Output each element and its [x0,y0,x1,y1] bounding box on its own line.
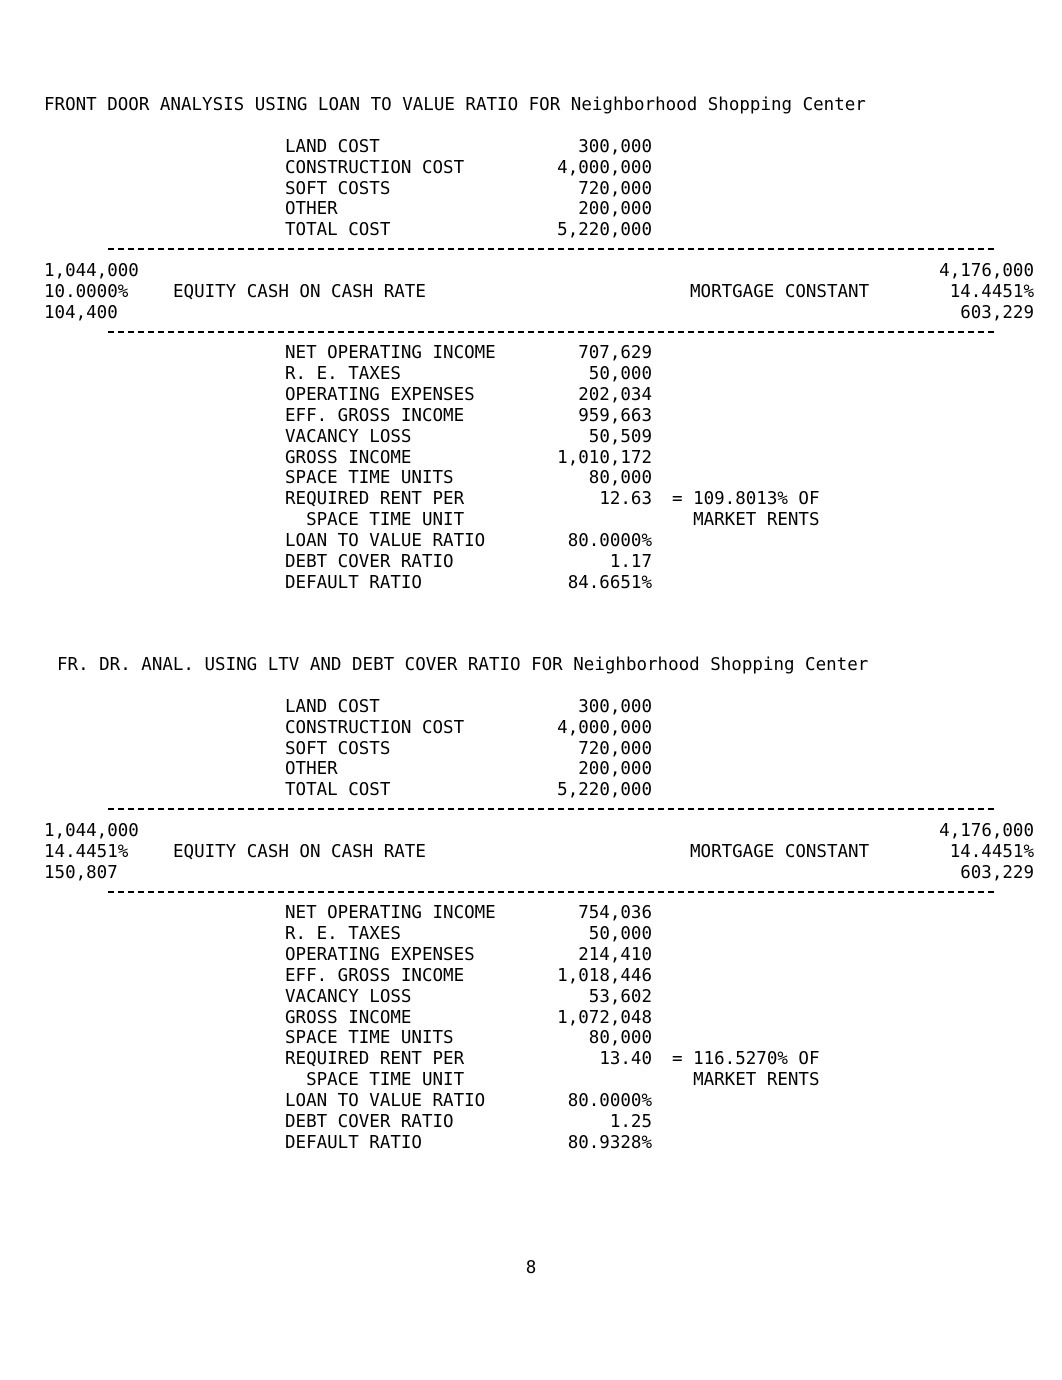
income-label: SPACE TIME UNITS [285,1028,454,1048]
income-label: SPACE TIME UNITS [285,468,454,488]
income-value: 50,000 [588,364,652,384]
income-label: OPERATING EXPENSES [285,945,475,965]
income-label: R. E. TAXES [285,924,401,944]
equity-rate: 10.0000% [44,282,129,302]
debt-service: 603,229 [960,863,1034,883]
cost-label: SOFT COSTS [285,179,391,199]
income-value: 50,000 [588,924,652,944]
income-value: 1,018,446 [557,966,652,986]
cost-value: 720,000 [578,739,652,759]
income-value: 84.6651% [567,573,652,593]
cost-label: OTHER [285,199,338,219]
debt-service: 603,229 [960,303,1034,323]
dashed-divider [108,248,994,250]
market-rent-note: = 116.5270% OF [672,1049,820,1069]
income-label: NET OPERATING INCOME [285,903,496,923]
income-label: DEFAULT RATIO [285,1133,422,1153]
income-value: 1,072,048 [557,1008,652,1028]
income-label: NET OPERATING INCOME [285,343,496,363]
income-label: LOAN TO VALUE RATIO [285,1091,486,1111]
mortgage-constant: 14.4451% [949,282,1034,302]
income-value: 80.0000% [567,531,652,551]
mortgage-constant: 14.4451% [949,842,1034,862]
mortgage-constant-label: MORTGAGE CONSTANT [690,842,870,862]
equity-amount: 1,044,000 [44,821,139,841]
income-value: 53,602 [588,987,652,1007]
cost-value: 300,000 [578,697,652,717]
mortgage-constant-label: MORTGAGE CONSTANT [690,282,870,302]
income-label: SPACE TIME UNIT [285,1070,465,1090]
cost-label: OTHER [285,759,338,779]
cost-value: 200,000 [578,759,652,779]
section-title: FRONT DOOR ANALYSIS USING LOAN TO VALUE RATIO FOR Neighborhood Shopping Center [44,95,866,115]
income-value: 80,000 [588,468,652,488]
income-label: EFF. GROSS INCOME [285,406,465,426]
income-value: 1.25 [609,1112,652,1132]
equity-amount: 1,044,000 [44,261,139,281]
equity-rate-label: EQUITY CASH ON CASH RATE [173,842,426,862]
cost-value: 200,000 [578,199,652,219]
income-value: 13.40 [599,1049,652,1069]
income-value: 80.0000% [567,1091,652,1111]
income-label: SPACE TIME UNIT [285,510,465,530]
market-rent-note: MARKET RENTS [672,510,820,530]
income-value: 50,509 [588,427,652,447]
income-label: REQUIRED RENT PER [285,1049,465,1069]
cost-value: 4,000,000 [557,158,652,178]
cost-label: CONSTRUCTION COST [285,158,465,178]
income-label: R. E. TAXES [285,364,401,384]
income-label: DEBT COVER RATIO [285,552,454,572]
dashed-divider [108,891,994,893]
cost-value: 300,000 [578,137,652,157]
dashed-divider [108,808,994,810]
cost-label: TOTAL COST [285,220,391,240]
income-value: 707,629 [578,343,652,363]
income-label: VACANCY LOSS [285,987,412,1007]
cost-label: TOTAL COST [285,780,391,800]
loan-amount: 4,176,000 [939,261,1034,281]
income-label: LOAN TO VALUE RATIO [285,531,486,551]
equity-cash: 104,400 [44,303,118,323]
cost-label: CONSTRUCTION COST [285,718,465,738]
dashed-divider [108,331,994,333]
market-rent-note: = 109.8013% OF [672,489,820,509]
section-title: FR. DR. ANAL. USING LTV AND DEBT COVER RATIO FOR Neighborhood Shopping Center [57,655,869,675]
income-label: GROSS INCOME [285,448,412,468]
income-label: OPERATING EXPENSES [285,385,475,405]
income-value: 214,410 [578,945,652,965]
cost-value: 5,220,000 [557,780,652,800]
equity-rate-label: EQUITY CASH ON CASH RATE [173,282,426,302]
market-rent-note: MARKET RENTS [672,1070,820,1090]
cost-label: LAND COST [285,137,380,157]
income-value: 12.63 [599,489,652,509]
income-value: 80,000 [588,1028,652,1048]
income-label: GROSS INCOME [285,1008,412,1028]
equity-rate: 14.4451% [44,842,129,862]
income-value: 959,663 [578,406,652,426]
income-value: 1.17 [609,552,652,572]
income-value: 754,036 [578,903,652,923]
income-label: REQUIRED RENT PER [285,489,465,509]
cost-label: LAND COST [285,697,380,717]
income-label: EFF. GROSS INCOME [285,966,465,986]
page-number: 8 [525,1258,537,1278]
cost-value: 720,000 [578,179,652,199]
income-value: 202,034 [578,385,652,405]
income-label: DEBT COVER RATIO [285,1112,454,1132]
cost-value: 5,220,000 [557,220,652,240]
income-label: DEFAULT RATIO [285,573,422,593]
equity-cash: 150,807 [44,863,118,883]
income-value: 1,010,172 [557,448,652,468]
income-value: 80.9328% [567,1133,652,1153]
cost-value: 4,000,000 [557,718,652,738]
loan-amount: 4,176,000 [939,821,1034,841]
cost-label: SOFT COSTS [285,739,391,759]
income-label: VACANCY LOSS [285,427,412,447]
